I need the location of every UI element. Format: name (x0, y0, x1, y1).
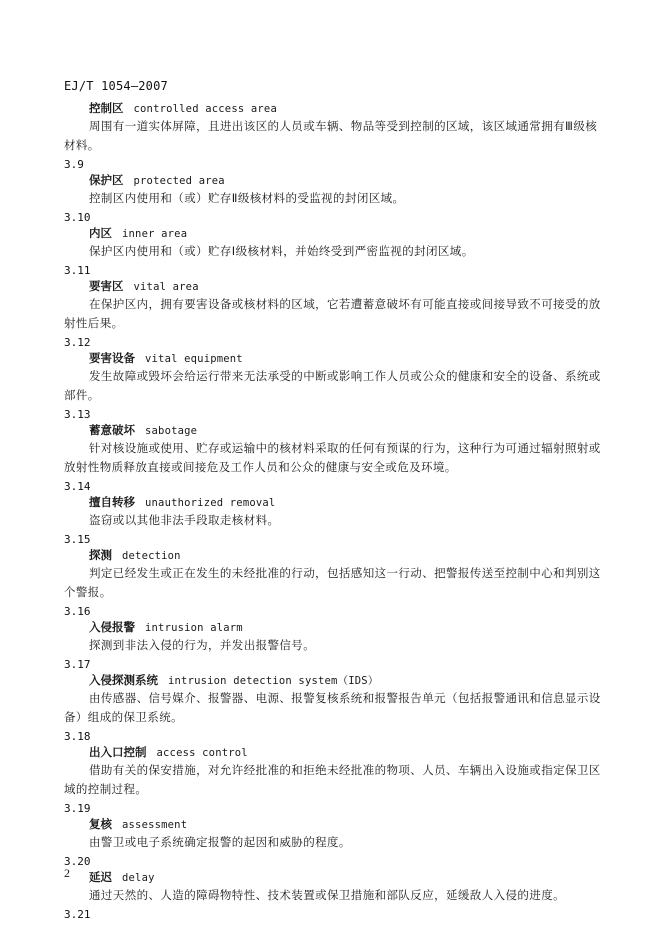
term-english: intrusion detection system（IDS） (168, 675, 379, 687)
term-chinese: 入侵探测系统 (89, 673, 158, 687)
term-definition: 通过天然的、人造的障碍物特性、技术装置或保卫措施和部队反应，延缓敌人入侵的进度。 (89, 888, 565, 902)
term-entry (64, 210, 604, 261)
clause-number: 3.11 (64, 264, 91, 277)
term-english: intrusion alarm (145, 622, 243, 634)
term-definition: 针对核设施或使用、贮存或运输中的核材料采取的任何有预谋的行为，这种行为可通过辐射照射或放射性物质释放直接或间接危及工作人员和公众的健康与安全或危及环境。 (64, 441, 601, 474)
term-english: access control (156, 747, 248, 759)
term-english: delay (122, 872, 155, 884)
clause-number: 3.17 (64, 658, 91, 671)
term-entry (64, 407, 604, 477)
term-chinese: 出入口控制 (89, 745, 147, 759)
clause-number: 3.18 (64, 730, 91, 743)
term-definition: 判定已经发生或正在发生的未经批准的行动，包括感知这一行动、把警报传送至控制中心和判别这个警报。 (64, 566, 601, 599)
term-chinese: 保护区 (89, 173, 124, 187)
clause-number: 3.14 (64, 480, 91, 493)
term-english: unauthorized removal (145, 497, 276, 509)
term-english: vital area (133, 281, 199, 293)
clause-number: 3.16 (64, 605, 91, 618)
term-heading (89, 547, 604, 564)
clause-number: 3.10 (64, 211, 91, 224)
term-entry (64, 335, 604, 405)
term-definition: 探测到非法入侵的行为，并发出报警信号。 (89, 638, 316, 652)
clause-number: 3.20 (64, 855, 91, 868)
clause-number: 3.19 (64, 802, 91, 815)
term-heading (89, 619, 604, 636)
term-entry (64, 854, 604, 905)
terms-list (64, 100, 604, 922)
clause-number: 3.9 (64, 158, 84, 171)
clause-number: 3.21 (64, 908, 91, 921)
term-entry (64, 801, 604, 852)
term-heading (89, 744, 604, 761)
term-chinese: 入侵报警 (89, 620, 135, 634)
term-heading (89, 816, 604, 833)
clause-number: 3.15 (64, 533, 91, 546)
page-number: 2 (64, 866, 70, 880)
term-definition: 由传感器、信号媒介、报警器、电源、报警复核系统和报警报告单元（包括报警通讯和信息显示设备）组成的保卫系统。 (64, 691, 601, 724)
term-english: detection (122, 550, 181, 562)
term-entry (64, 604, 604, 655)
term-heading (89, 422, 604, 439)
term-english: controlled access area (133, 103, 277, 115)
term-english: inner area (122, 228, 188, 240)
term-chinese: 复核 (89, 817, 112, 831)
term-chinese: 要害区 (89, 279, 124, 293)
term-heading (89, 225, 604, 242)
term-entry (64, 100, 604, 155)
term-chinese: 擅自转移 (89, 495, 135, 509)
term-entry (64, 729, 604, 799)
term-definition: 控制区内使用和（或）贮存Ⅱ级核材料的受监视的封闭区域。 (89, 191, 405, 205)
document-code-header: EJ/T 1054—2007 (64, 79, 168, 93)
term-definition: 借助有关的保安措施，对允许经批准的和拒绝未经批准的物项、人员、车辆出入设施或指定保卫区域的控制过程。 (64, 763, 601, 796)
term-chinese: 要害设备 (89, 351, 135, 365)
term-definition: 盗窃或以其他非法手段取走核材料。 (89, 513, 280, 527)
term-entry (64, 479, 604, 530)
term-definition: 保护区内使用和（或）贮存Ⅰ级核材料，并始终受到严密监视的封闭区域。 (89, 244, 474, 258)
term-definition: 在保护区内，拥有要害设备或核材料的区域，它若遭蓄意破坏有可能直接或间接导致不可接受的放射性后果。 (64, 297, 601, 330)
term-heading (89, 869, 604, 886)
term-heading (89, 350, 604, 367)
term-definition: 由警卫或电子系统确定报警的起因和威胁的程度。 (89, 835, 351, 849)
term-entry (64, 907, 604, 922)
term-chinese: 延迟 (89, 870, 112, 884)
clause-number: 3.12 (64, 336, 91, 349)
term-definition: 周围有一道实体屏障，且进出该区的人员或车辆、物品等受到控制的区域，该区域通常拥有Ⅲ级核材料。 (64, 119, 598, 152)
term-heading (89, 672, 604, 689)
term-english: vital equipment (145, 353, 243, 365)
term-english: assessment (122, 819, 188, 831)
term-chinese: 蓄意破坏 (89, 423, 135, 437)
term-heading (89, 278, 604, 295)
term-definition: 发生故障或毁坏会给运行带来无法承受的中断或影响工作人员或公众的健康和安全的设备、系统或部件。 (64, 369, 601, 402)
term-english: protected area (133, 175, 225, 187)
term-entry (64, 657, 604, 727)
term-entry (64, 532, 604, 602)
term-english: sabotage (145, 425, 198, 437)
term-chinese: 控制区 (89, 101, 124, 115)
clause-number: 3.13 (64, 408, 91, 421)
term-heading (89, 494, 604, 511)
term-entry (64, 157, 604, 208)
term-heading (89, 100, 604, 117)
term-chinese: 内区 (89, 226, 112, 240)
term-entry (64, 263, 604, 333)
term-chinese: 探测 (89, 548, 112, 562)
term-heading (89, 172, 604, 189)
